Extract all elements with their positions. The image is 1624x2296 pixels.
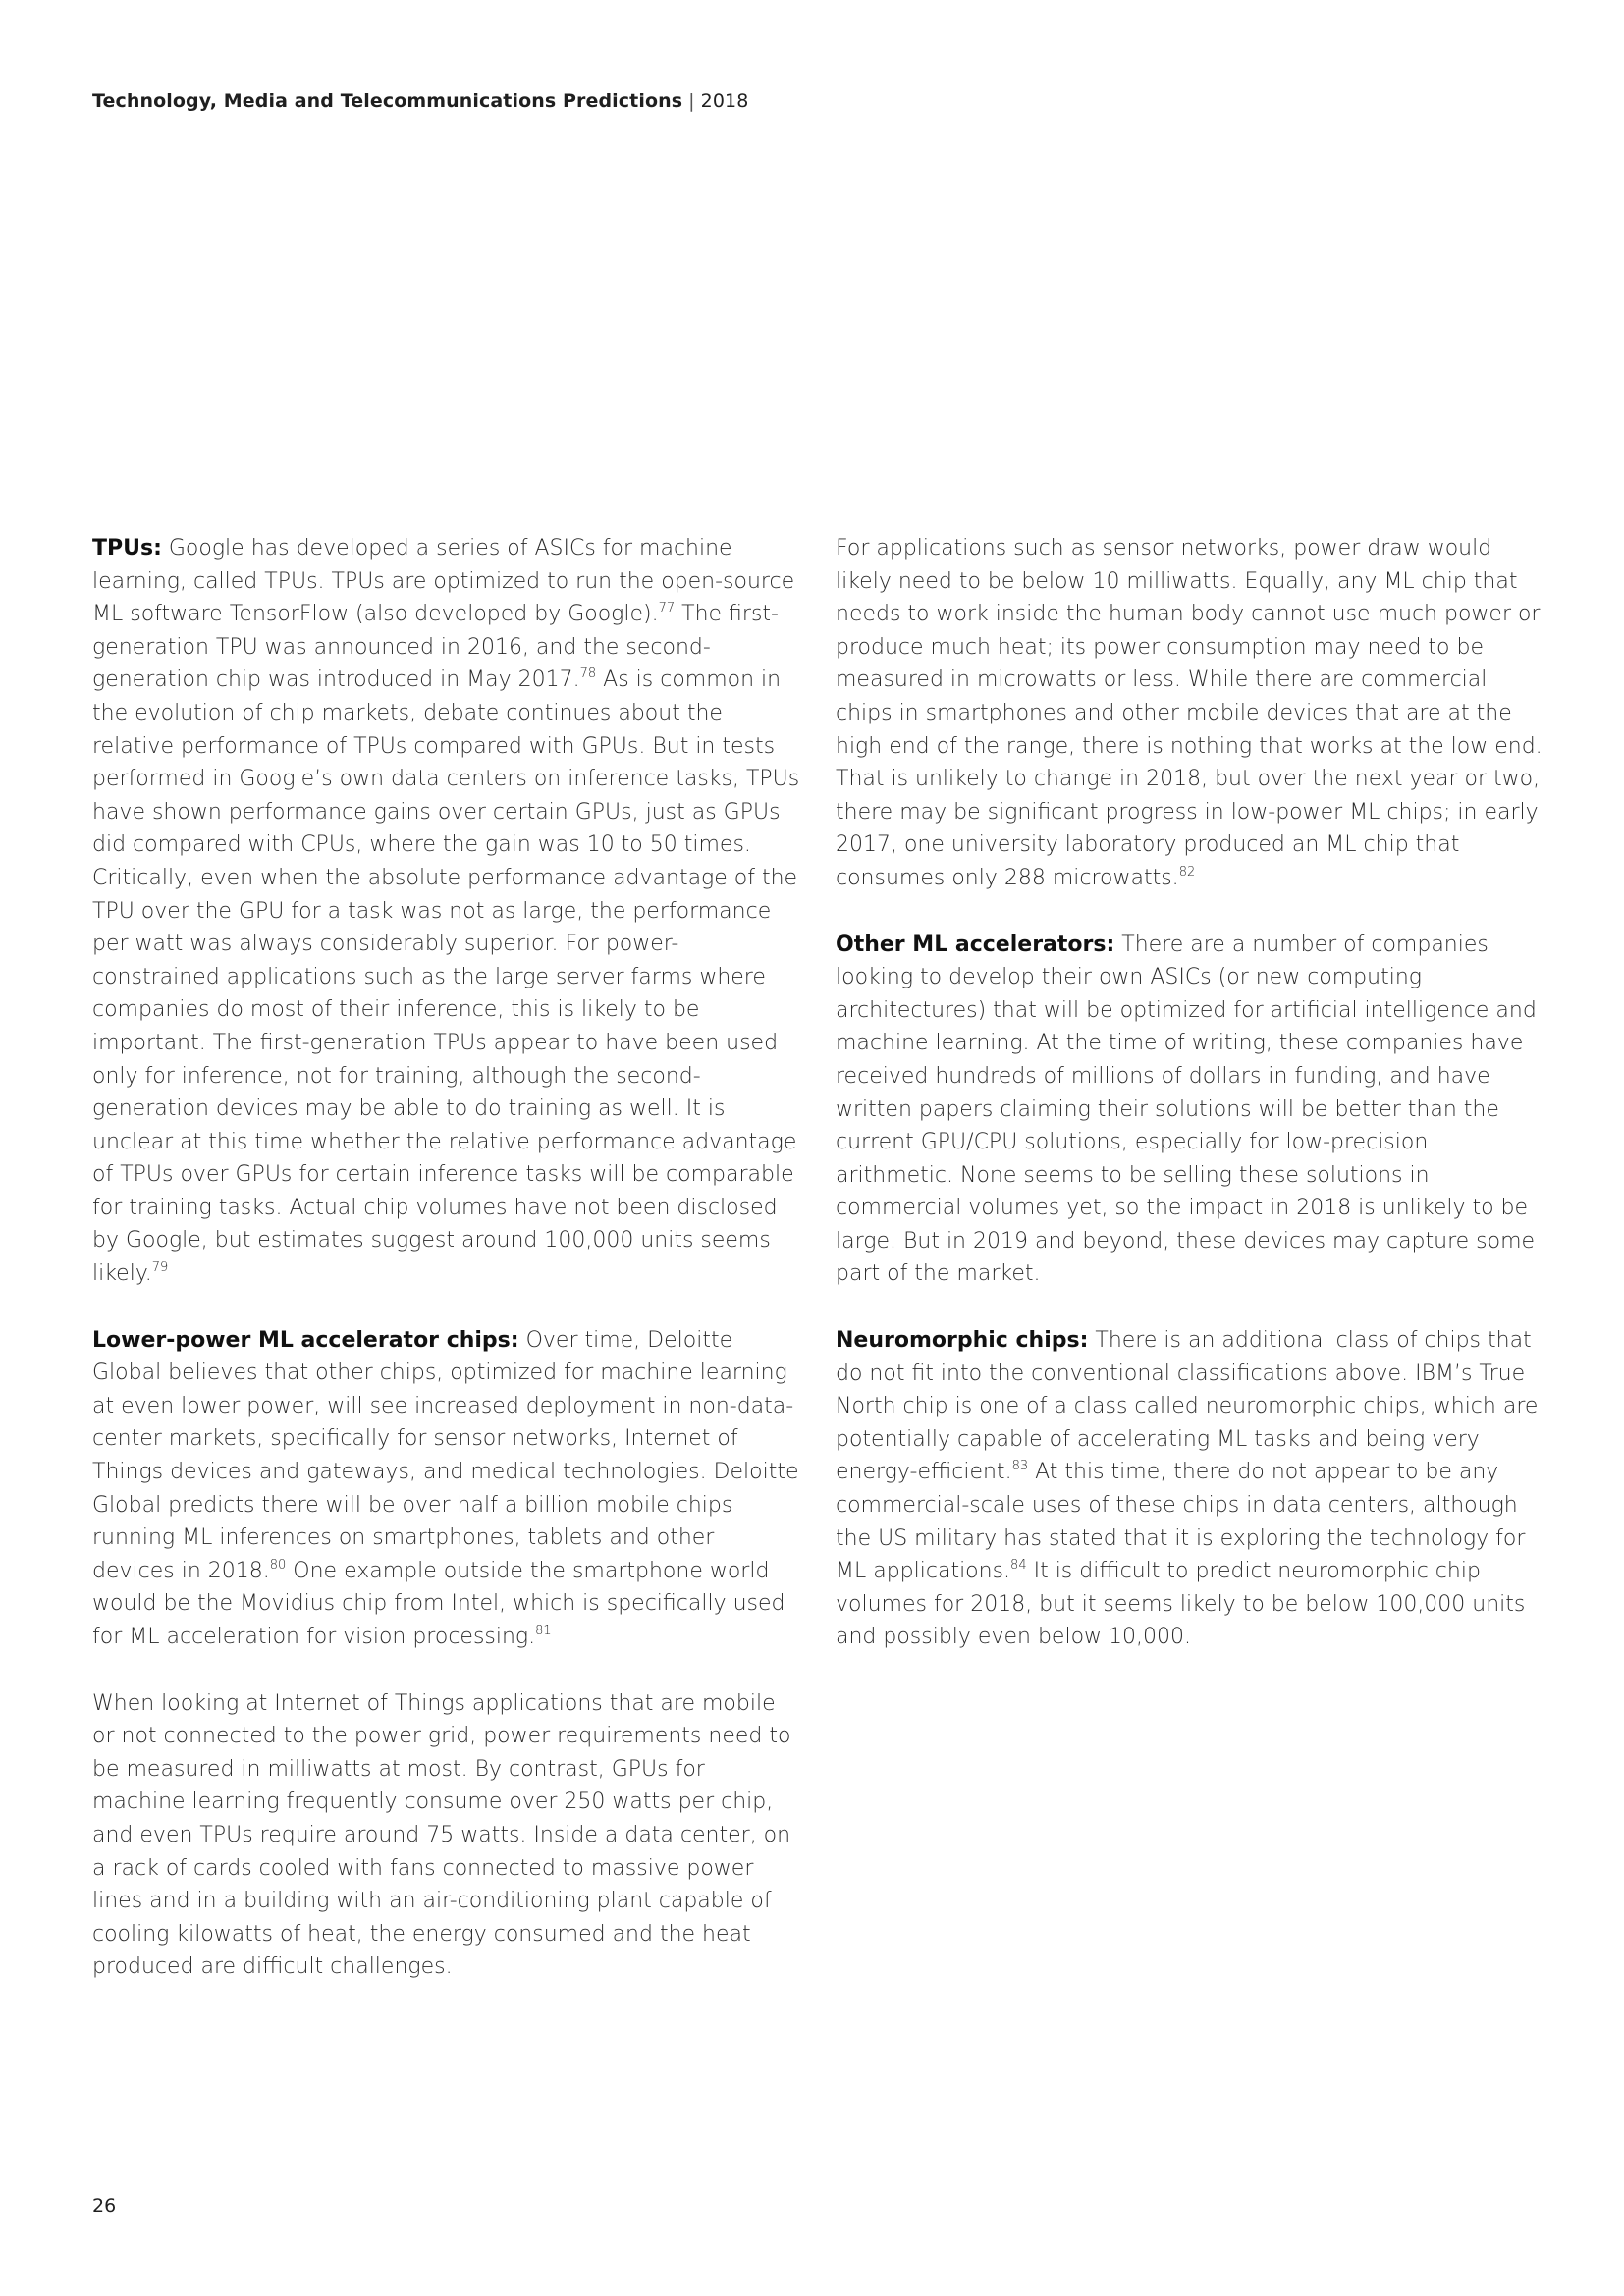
footnote-ref-81: 81 [535, 1624, 552, 1638]
report-title: Technology, Media and Telecommunications Predictions [92, 90, 683, 112]
tpus-text-3: As is common in the evolution of chip markets, debate continues about the relative performance of TPUs compared with GPUs. But in tests performed in Google’s own data centers on inference tasks, TPUs have shown performance gains over certain GPUs, just as GPUs did compared with CPUs, where the gain was 10 to 50 times. Critically, even when the absolute performance advantage of the TPU over the GPU for a task was not as large, the performance per watt was always considerably superior. For power-constrained applications such as the large server farms where companies do most of their inference, this is likely to be important. The first-generation TPUs appear to have been used only for inference, not for training, although the second-generation devices may be able to do training as well. It is unclear at this time whether the relative performance advantage of TPUs over GPUs for certain inference tasks will be comparable for training tasks. Actual chip volumes have not been disclosed by Google, but estimates suggest around 100,000 units seems likely. [92, 667, 800, 1287]
report-year: 2018 [700, 90, 749, 112]
neuromorphic-heading: Neuromorphic chips: [836, 1328, 1089, 1354]
tpus-heading: TPUs: [92, 536, 162, 561]
tpus-text-1: Google has developed a series of ASICs for machine learning, called TPUs. TPUs are optimized to run the open-source ML software TensorFlow (also developed by Google). [92, 536, 795, 627]
footnote-ref-79: 79 [151, 1260, 169, 1276]
other-ml-heading: Other ML accelerators: [836, 932, 1115, 957]
neuromorphic-text-1: There is an additional class of chips that do not fit into the conventional classifications above. IBM’s True North chip is one of a class called neuromorphic chips, which are potentially capable of accelerating ML tasks and being very energy-efficient. [836, 1328, 1539, 1485]
other-ml-text: There are a number of companies looking to develop their own ASICs (or new computing architectures) that will be optimized for artificial intelligence and machine learning. At the time of writing, these companies have received hundreds of millions of dollars in funding, and have written papers claiming their solutions will be better than the current GPU/CPU solutions, especially for low-precision arithmetic. None seems to be selling these solutions in commercial volumes yet, so the impact in 2018 is unlikely to be large. But in 2019 and beyond, these devices may capture some part of the market. [836, 932, 1537, 1287]
header-separator: | [688, 90, 695, 112]
left-column [92, 532, 801, 2017]
iot-paragraph [92, 1687, 801, 1984]
right-column [836, 532, 1544, 1687]
footnote-ref-84: 84 [1010, 1558, 1027, 1574]
footnote-ref-82: 82 [1178, 864, 1196, 880]
neuromorphic-text-3: It is difficult to predict neuromorphic chip volumes for 2018, but it seems likely to be below 100,000 units and possibly even below 10,000. [836, 1559, 1526, 1650]
footnote-ref-77: 77 [658, 601, 676, 616]
lower-power-text-1: Over time, Deloitte Global believes that other chips, optimized for machine learning at even lower power, will see increased deployment in non-data-center markets, specifically for sensor networks, Internet of Things devices and gateways, and medical technologies. Deloitte Global predicts there will be over half a billion mobile chips running ML inferences on smartphones, tablets and other devices in 2018. [92, 1327, 799, 1583]
footnote-ref-83: 83 [1011, 1459, 1029, 1474]
footnote-ref-78: 78 [579, 667, 597, 682]
sensor-text: For applications such as sensor networks, power draw would likely need to be below 10 milliwatts. Equally, any ML chip that needs to work inside the human body cannot use much power or produce much heat; its power consumption may need to be measured in microwatts or less. While there are commercial chips in smartphones and other mobile devices that are at the high end of the range, there is nothing that works at the low end. That is unlikely to change in 2018, but over the next year or two, there may be significant progress in low-power ML chips; in early 2017, one university laboratory produced an ML chip that consumes only 288 microwatts. [836, 536, 1543, 890]
sensor-paragraph [836, 532, 1544, 895]
page-number: 26 [92, 2195, 117, 2216]
footnote-ref-80: 80 [269, 1557, 287, 1573]
lower-power-heading: Lower-power ML accelerator chips: [92, 1327, 519, 1353]
iot-text: When looking at Internet of Things applications that are mobile or not connected to the power grid, power requirements need to be measured in milliwatts at most. By contrast, GPUs for machine learning frequently consume over 250 watts per chip, and even TPUs require around 75 watts. Inside a data center, on a rack of cards cooled with fans connected to massive power lines and in a building with an air-conditioning plant capable of cooling kilowatts of heat, the energy consumed and the heat produced are difficult challenges. [92, 1690, 791, 1980]
other-ml-paragraph [836, 929, 1544, 1292]
neuromorphic-text-2: At this time, there do not appear to be any commercial-scale uses of these chips in data centers, although the US military has stated that it is exploring the technology for ML applications. [836, 1460, 1526, 1584]
lower-power-paragraph [92, 1324, 801, 1654]
neuromorphic-paragraph [836, 1324, 1544, 1654]
tpus-text-2: The first-generation TPU was announced in 2016, and the second-generation chip was introduced in May 2017. [92, 602, 779, 693]
running-header [92, 90, 748, 112]
tpus-paragraph [92, 532, 801, 1291]
lower-power-text-2: One example outside the smartphone world would be the Movidius chip from Intel, which is specifically used for ML acceleration for vision processing. [92, 1558, 785, 1649]
